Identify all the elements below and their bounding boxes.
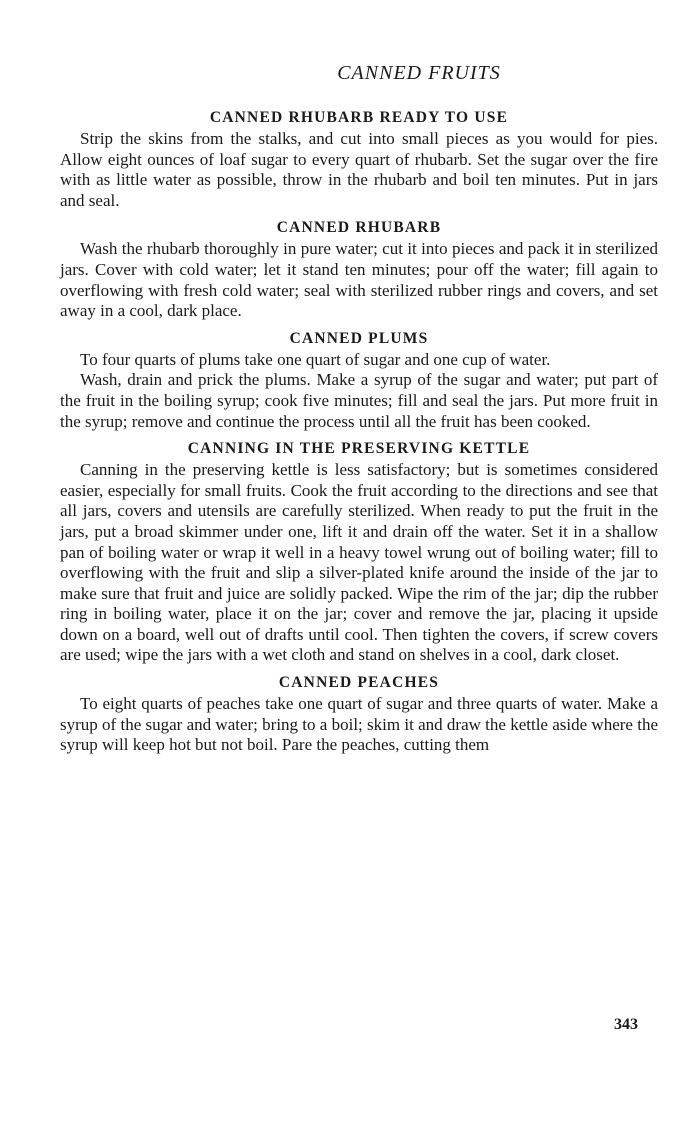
- section-title: CANNED PEACHES: [278, 674, 440, 692]
- paragraph: Wash, drain and prick the plums. Make a syrup of the sugar and water; put part of the fruit in the boiling syrup; cook five minutes; fill and seal the jars. Put more fruit in the syrup; remove and continue the process until all the fruit has been cooked.: [60, 370, 658, 431]
- paragraph: Canning in the preserving kettle is less satisfactory; but is sometimes considered easier, especially for small fruits. Cook the fruit according to the directions and see that all jars, covers and utensils are carefully sterilized. When ready to put the fruit in the jars, put a broad skimmer under one, lift it and drain off the water. Set it in a shallow pan of boiling water or wrap it well in a heavy towel wrung out of boiling water; fill to overflowing with the fruit and slip a silver-plated knife around the inside of the jar to make sure that fruit and juice are solidly packed. Wipe the rim of the jar; dip the rubber ring in boiling water, place it on the jar; cover and remove the jar, placing it upside down on a board, well out of drafts until cool. Then tighten the covers, if screw covers are used; wipe the jars with a wet cloth and stand on shelves in a cool, dark closet.: [60, 460, 658, 665]
- section-title: CANNED RHUBARB READY TO USE: [209, 109, 509, 126]
- running-head: CANNED FRUITS: [337, 62, 501, 84]
- paragraph: To four quarts of plums take one quart of sugar and one cup of water.: [80, 349, 551, 369]
- section-canned-peaches: [60, 674, 658, 756]
- section-title: CANNING IN THE PRESERVING KETTLE: [187, 440, 531, 458]
- paragraph: Wash the rhubarb thoroughly in pure water; cut it into pieces and pack it in sterilized jars. Cover with cold water; let it stand ten minutes; pour off the water; fill again to overflowing with fresh cold water; seal with sterilized rubber rings and covers, and set away in a cool, dark place.: [60, 239, 658, 321]
- section-title: CANNED PLUMS: [289, 329, 429, 347]
- paragraph: To eight quarts of peaches take one quart of sugar and three quarts of water. Make a syrup of the sugar and water; bring to a boil; skim it and draw the kettle aside where the syrup will keep hot but not boil. Pare the peaches, cutting them: [60, 694, 658, 755]
- section-canned-rhubarb-ready: [60, 109, 658, 211]
- section-title: CANNED RHUBARB: [276, 219, 442, 237]
- book-page: [60, 62, 658, 764]
- section-canned-plums: [60, 330, 658, 432]
- paragraph: Strip the skins from the stalks, and cut into small pieces as you would for pies. Allow eight ounces of loaf sugar to every quart of rhubarb. Set the sugar over the fire with as little water as possible, throw in the rhubarb and boil ten minutes. Put in jars and seal.: [60, 129, 658, 210]
- section-canned-rhubarb: [60, 219, 658, 321]
- page-number: 343: [614, 1016, 638, 1033]
- section-canning-preserving-kettle: [60, 440, 658, 666]
